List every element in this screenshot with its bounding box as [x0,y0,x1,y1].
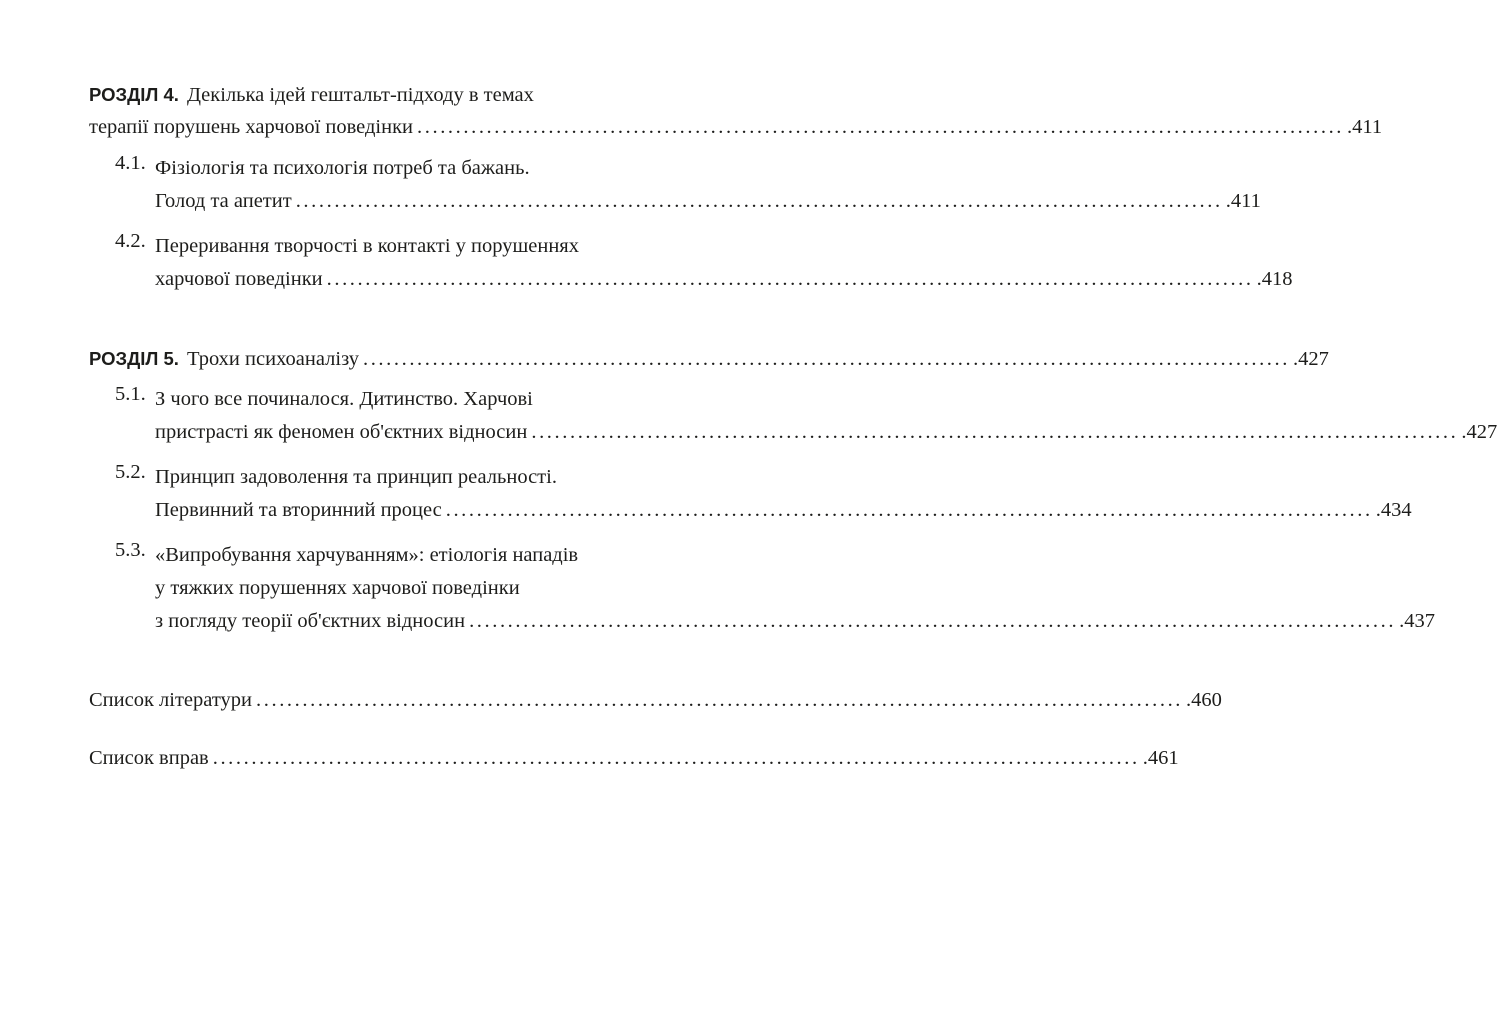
page-number: .411 [1225,190,1261,212]
chapter-title: Декілька ідей гештальт-підходу в темах [186,84,534,106]
chapter-title: Трохи психоаналізу [186,348,359,370]
toc-chapter-4 [89,78,1383,296]
dot-leader: ........................................................................................................................ [469,610,1397,632]
page-number: .434 [1375,499,1412,521]
table-of-contents [89,78,1497,775]
page-number: .411 [1347,116,1383,138]
exercises-title: Список вправ [89,747,209,769]
toc-chapter-4-title-line [89,78,637,111]
subsection-number: 4.1. [115,152,146,174]
subsection-title: З чого все починалося. Дитинство. Харчові [155,388,533,410]
dot-leader: ........................................................................................................................ [445,499,1373,521]
toc-subsection-5-3[interactable] [89,539,1435,638]
page-number: .461 [1142,747,1179,769]
toc-chapter-5-leader-line[interactable] [89,342,1329,375]
subsection-title-cont: пристрасті як феномен об'єктних відносин [155,421,528,443]
subsection-title: Переривання творчості в контакті у порушеннях [155,235,579,257]
page-number: .460 [1186,689,1222,711]
subsection-number: 5.3. [115,539,146,561]
toc-subsection-5-1[interactable] [89,383,1497,449]
toc-subsection-5-2[interactable] [89,461,1412,527]
chapter-title-cont: терапії порушень харчової поведінки [89,116,414,138]
dot-leader: ........................................................................................................................ [295,190,1223,212]
subsection-title-cont: Голод та апетит [155,190,292,212]
chapter-label: РОЗДІЛ 5. [89,348,179,369]
toc-chapter-4-leader-line[interactable] [89,111,1383,144]
page-number: .427 [1292,348,1329,370]
toc-subsection-4-1[interactable] [89,152,1261,218]
subsection-title: Фізіологія та психологія потреб та бажань. [155,157,530,179]
page-number: .437 [1399,610,1435,632]
dot-leader: ........................................................................................................................ [362,348,1290,370]
subsection-number: 5.1. [115,383,146,405]
dot-leader: ........................................................................................................................ [417,116,1345,138]
toc-literature[interactable] [89,684,1222,717]
literature-title: Список літератури [89,689,253,711]
subsection-title: «Випробування харчуванням»: етіологія нападів [155,544,579,566]
page-number: .418 [1256,268,1293,290]
subsection-number: 4.2. [115,230,146,252]
dot-leader: ........................................................................................................................ [531,421,1459,443]
subsection-title-cont: з погляду теорії об'єктних відносин [155,610,466,632]
subsection-title-cont: у тяжких порушеннях харчової поведінки [155,577,520,599]
subsection-title-cont: харчової поведінки [155,268,323,290]
subsection-title-cont: Первинний та вторинний процес [155,499,442,521]
toc-exercises[interactable] [89,742,1179,775]
page-number: .427 [1461,421,1497,443]
toc-chapter-5 [89,342,1497,638]
chapter-label: РОЗДІЛ 4. [89,84,179,105]
dot-leader: ........................................................................................................................ [212,747,1140,769]
dot-leader: ........................................................................................................................ [256,689,1184,711]
dot-leader: ........................................................................................................................ [326,268,1254,290]
subsection-title: Принцип задоволення та принцип реальності. [155,466,557,488]
toc-subsection-4-2[interactable] [89,230,1293,296]
subsection-number: 5.2. [115,461,146,483]
